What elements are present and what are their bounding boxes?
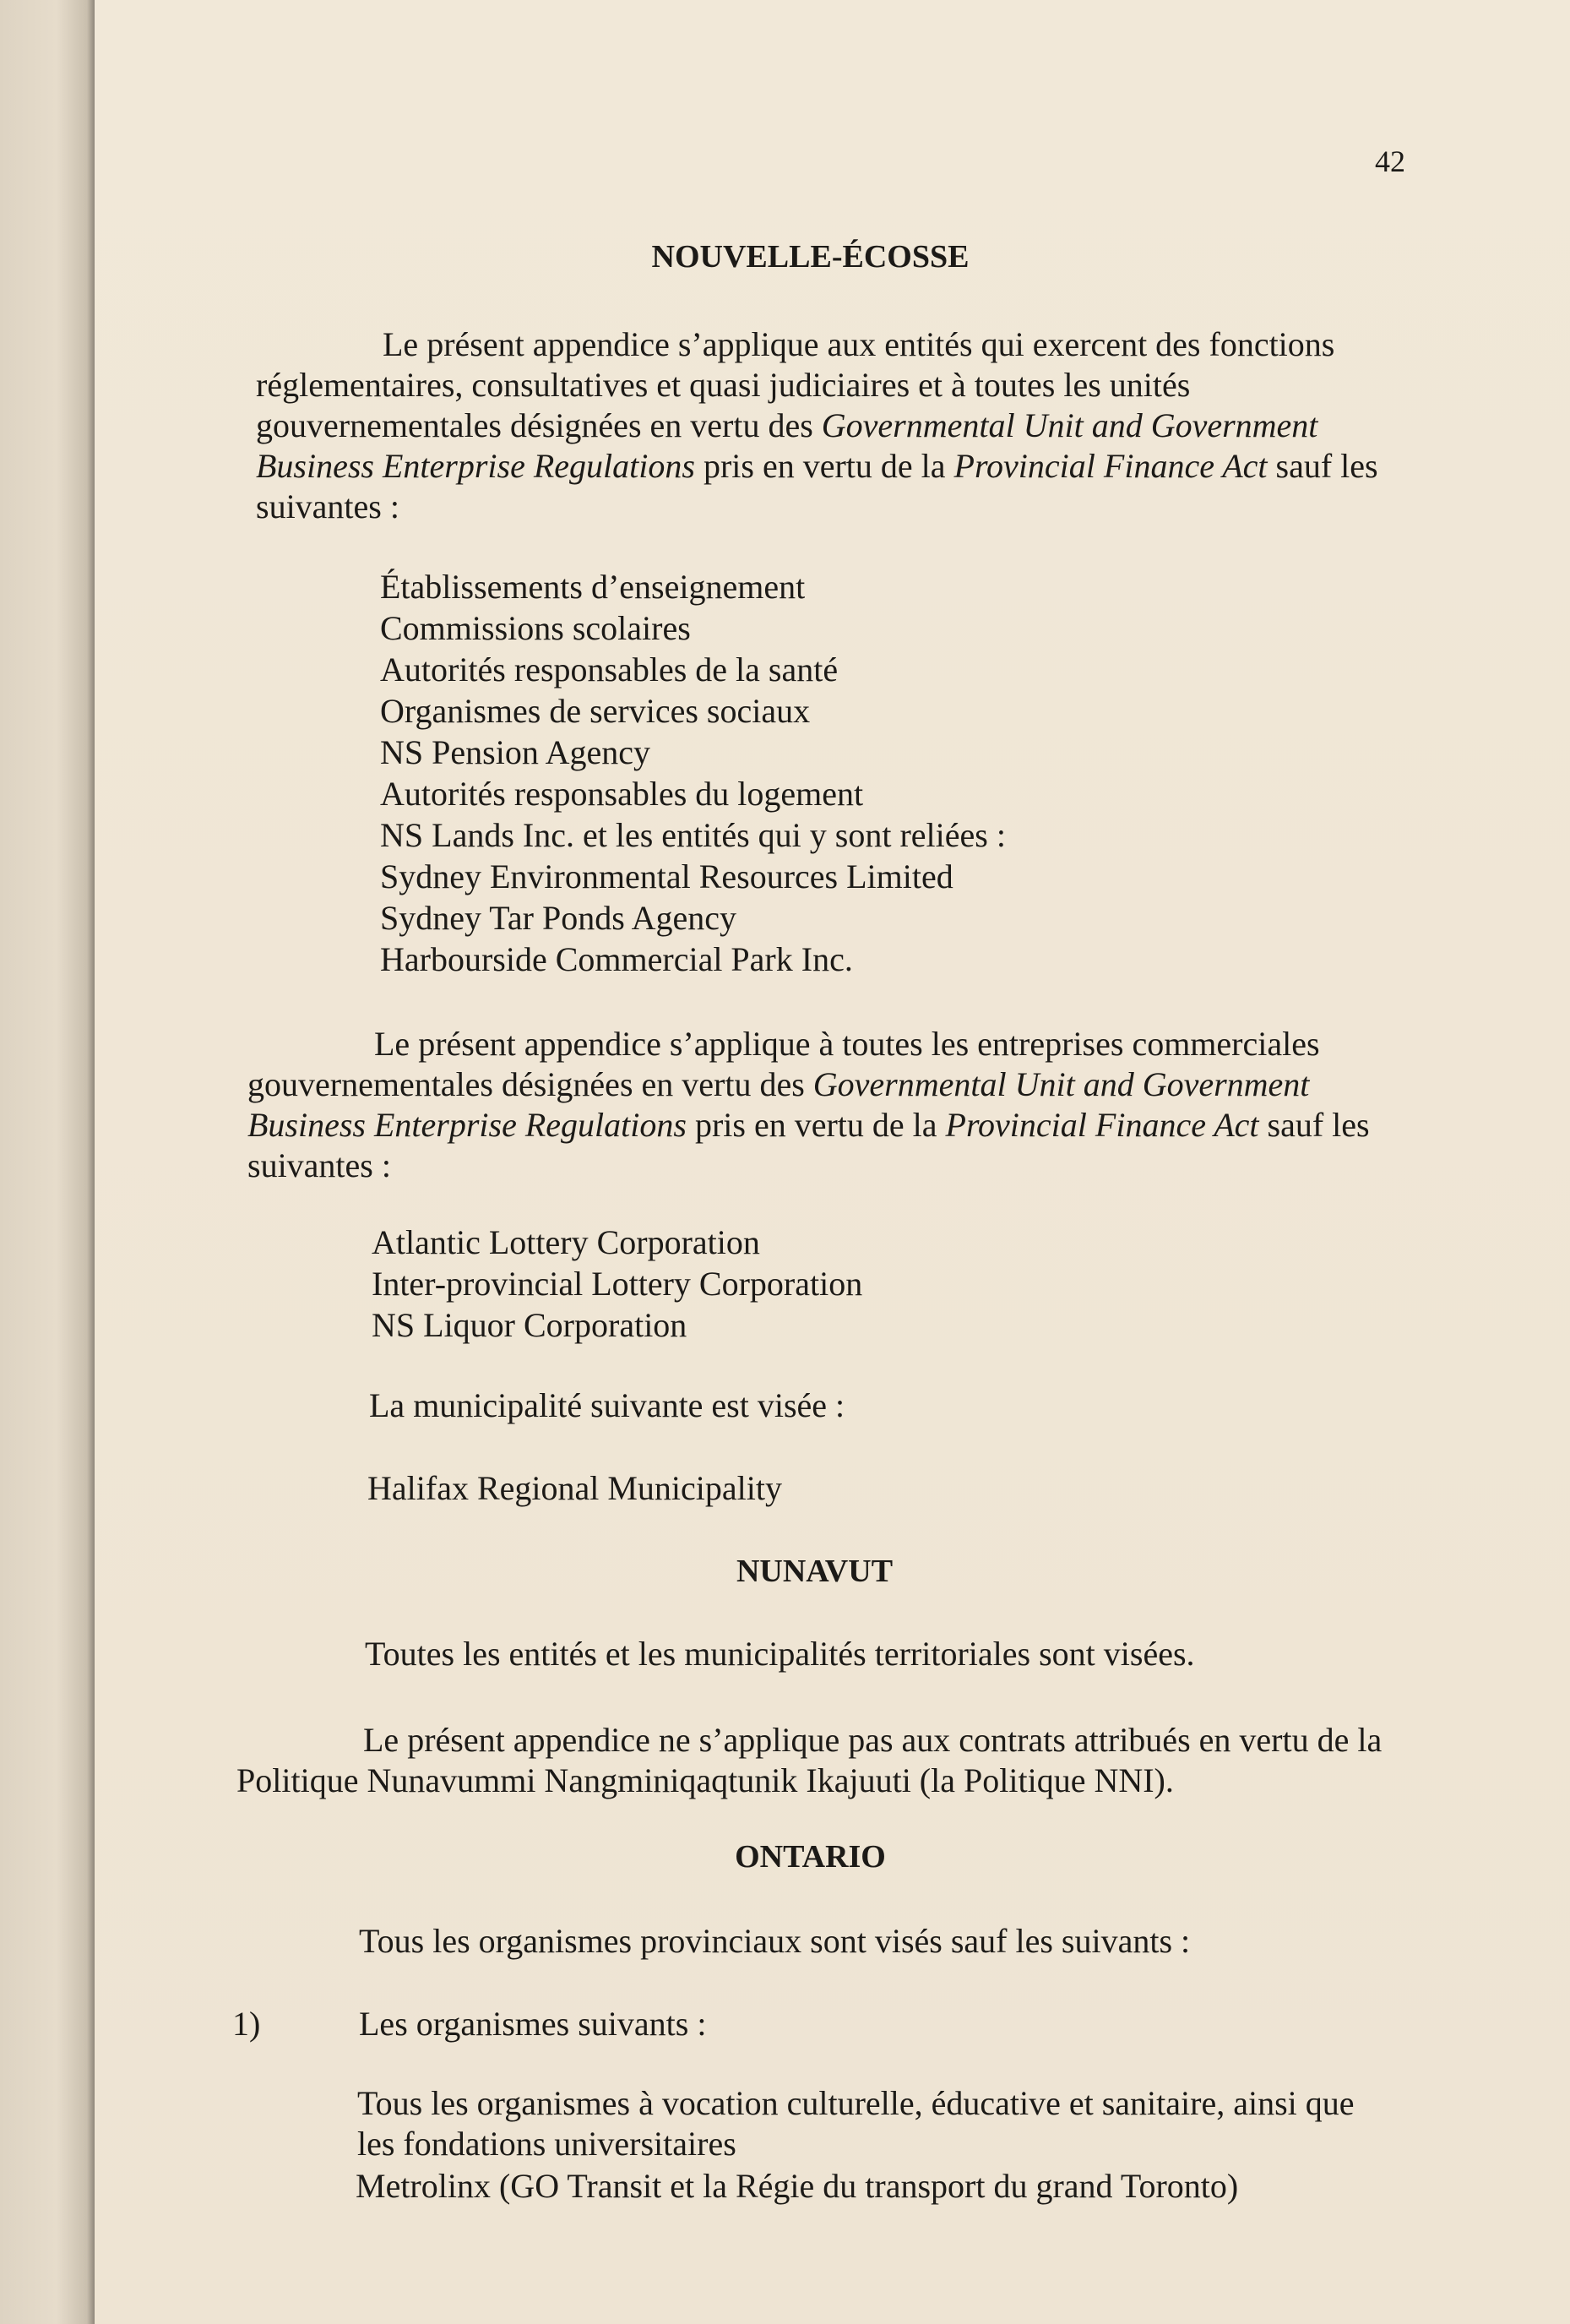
municipality-intro: La municipalité suivante est visée : [369,1386,845,1424]
list-item: Organismes de services sociaux [380,692,811,730]
nunavut-paragraph-2: Le présent appendice ne s’applique pas aux contrats attribués en vertu de la Politique Nunavummi Nangminiqaqtunik Ikajuuti (la Politique NNI). [236,1721,1383,1799]
ontario-sub-item-2: Metrolinx (GO Transit et la Régie du transport du grand Toronto) [356,2167,1239,2205]
nova-scotia-exclusion-list [380,566,1006,980]
list-item: Sydney Environmental Resources Limited [380,857,953,895]
page-number: 42 [1375,144,1405,178]
ontario-item-label: Les organismes suivants : [359,2005,707,2043]
nova-scotia-paragraph-2: Le présent appendice s’applique à toutes les entreprises commerciales gouvernementales désignées en vertu des Governmental Unit and Government Business Enterprise Regulations pris en vertu de la Provincial Finance Act sauf les suivantes : [247,1025,1370,1184]
list-item: Commissions scolaires [380,609,691,647]
list-item: Atlantic Lottery Corporation [372,1223,760,1261]
list-item: NS Pension Agency [380,733,650,771]
nova-scotia-enterprise-exclusion-list [372,1222,862,1346]
list-item: Sydney Tar Ponds Agency [380,899,736,937]
nova-scotia-paragraph-1: Le présent appendice s’applique aux entités qui exercent des fonctions réglementaires, consultatives et quasi judiciaires et à toutes les unités gouvernementales désignées en vertu des Governmental Unit and Government Business Enterprise Regulations pris en vertu de la Provincial Finance Act sauf les suivantes : [256,325,1378,525]
list-item: Autorités responsables de la santé [380,650,839,688]
list-item: Inter-provincial Lottery Corporation [372,1265,863,1303]
ontario-item-number: 1) [232,2005,261,2043]
section-heading-ontario: ONTARIO [735,1839,886,1875]
list-item: Établissements d’enseignement [380,568,806,606]
section-heading-nova-scotia: NOUVELLE-ÉCOSSE [651,239,970,275]
list-item: Autorités responsables du logement [380,775,864,813]
section-heading-nunavut: NUNAVUT [736,1554,894,1589]
nunavut-paragraph-1: Toutes les entités et les municipalités territoriales sont visées. [365,1635,1195,1673]
list-item: NS Liquor Corporation [372,1306,687,1344]
list-item: NS Lands Inc. et les entités qui y sont reliées : [380,816,1006,854]
ontario-sub-item-1: Tous les organismes à vocation culturelle, éducative et sanitaire, ainsi que les fondations universitaires [357,2084,1355,2163]
ontario-intro: Tous les organismes provinciaux sont visés sauf les suivants : [359,1922,1191,1960]
binding-gutter [0,0,95,2324]
list-item: Harbourside Commercial Park Inc. [380,940,853,978]
municipality-name: Halifax Regional Municipality [367,1469,782,1507]
